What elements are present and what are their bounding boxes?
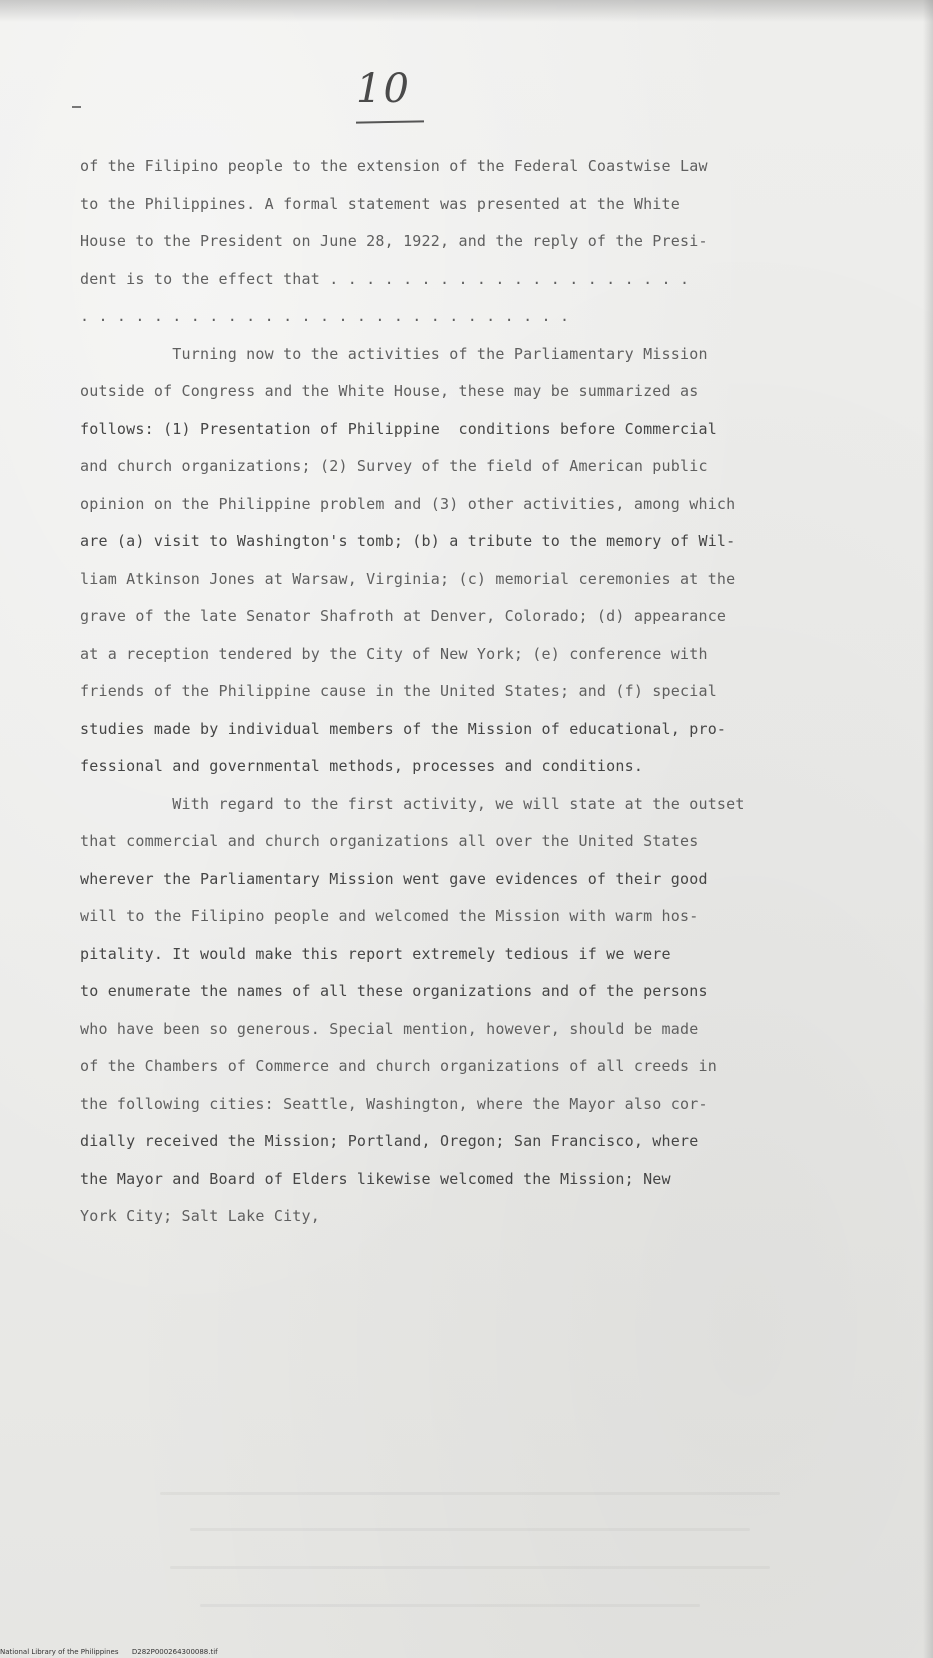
- text-line: of the Chambers of Commerce and church organizations of all creeds in: [80, 1057, 717, 1075]
- text-line: follows: (1) Presentation of Philippine conditions before Commercial: [80, 419, 717, 438]
- text-line: House to the President on June 28, 1922, and the reply of the Presi-: [80, 232, 708, 250]
- text-line: liam Atkinson Jones at Warsaw, Virginia; (c) memorial ceremonies at the: [80, 569, 736, 588]
- text-line: at a reception tendered by the City of New York; (e) conference with: [80, 644, 708, 663]
- text-line: are (a) visit to Washington's tomb; (b) a tribute to the memory of Wil-: [80, 532, 736, 550]
- text-line: will to the Filipino people and welcomed the Mission with warm hos-: [80, 907, 699, 925]
- text-line: of the Filipino people to the extension of the Federal Coastwise Law: [80, 157, 708, 175]
- text-line: pitality. It would make this report extremely tedious if we were: [80, 944, 671, 963]
- text-line: outside of Congress and the White House, these may be summarized as: [80, 382, 699, 400]
- text-line: to the Philippines. A formal statement was presented at the White: [80, 194, 680, 213]
- text-line: the following cities: Seattle, Washington, where the Mayor also cor-: [80, 1094, 708, 1113]
- text-line: With regard to the first activity, we will state at the outset: [80, 794, 745, 813]
- text-line: to enumerate the names of all these organizations and of the persons: [80, 982, 708, 1000]
- text-line: grave of the late Senator Shafroth at Denver, Colorado; (d) appearance: [80, 607, 727, 625]
- text-line: that commercial and church organizations all over the United States: [80, 832, 699, 850]
- page-number: 10: [356, 66, 411, 112]
- bleed-through-mark: [160, 1492, 780, 1495]
- text-line: who have been so generous. Special mention, however, should be made: [80, 1019, 699, 1038]
- text-line: fessional and governmental methods, processes and conditions.: [80, 757, 644, 775]
- text-line: . . . . . . . . . . . . . . . . . . . . . . . . . . .: [80, 307, 570, 325]
- text-line: the Mayor and Board of Elders likewise welcomed the Mission; New: [80, 1169, 671, 1188]
- archive-footer: National Library of the Philippines D282P000264300088.tif: [0, 1648, 218, 1656]
- bleed-through-mark: [170, 1566, 770, 1569]
- text-line: opinion on the Philippine problem and (3) other activities, among which: [80, 494, 736, 513]
- bleed-through-mark: [200, 1604, 700, 1607]
- text-line: studies made by individual members of the Mission of educational, pro-: [80, 719, 727, 738]
- text-line: dially received the Mission; Portland, Oregon; San Francisco, where: [80, 1132, 699, 1150]
- bleed-through-mark: [190, 1528, 750, 1531]
- scan-top-shadow: [0, 0, 933, 22]
- text-line: Turning now to the activities of the Parliamentary Mission: [80, 344, 708, 363]
- page-number-underline: [356, 120, 424, 123]
- text-line: York City; Salt Lake City,: [80, 1207, 320, 1225]
- margin-tick-mark: [72, 106, 81, 108]
- scan-right-shadow: [923, 0, 933, 1658]
- text-line: friends of the Philippine cause in the United States; and (f) special: [80, 682, 717, 700]
- text-line: dent is to the effect that . . . . . . . . . . . . . . . . . . . .: [80, 269, 690, 288]
- body-text: [80, 148, 900, 1236]
- text-line: wherever the Parliamentary Mission went gave evidences of their good: [80, 869, 708, 888]
- text-line: and church organizations; (2) Survey of the field of American public: [80, 457, 708, 475]
